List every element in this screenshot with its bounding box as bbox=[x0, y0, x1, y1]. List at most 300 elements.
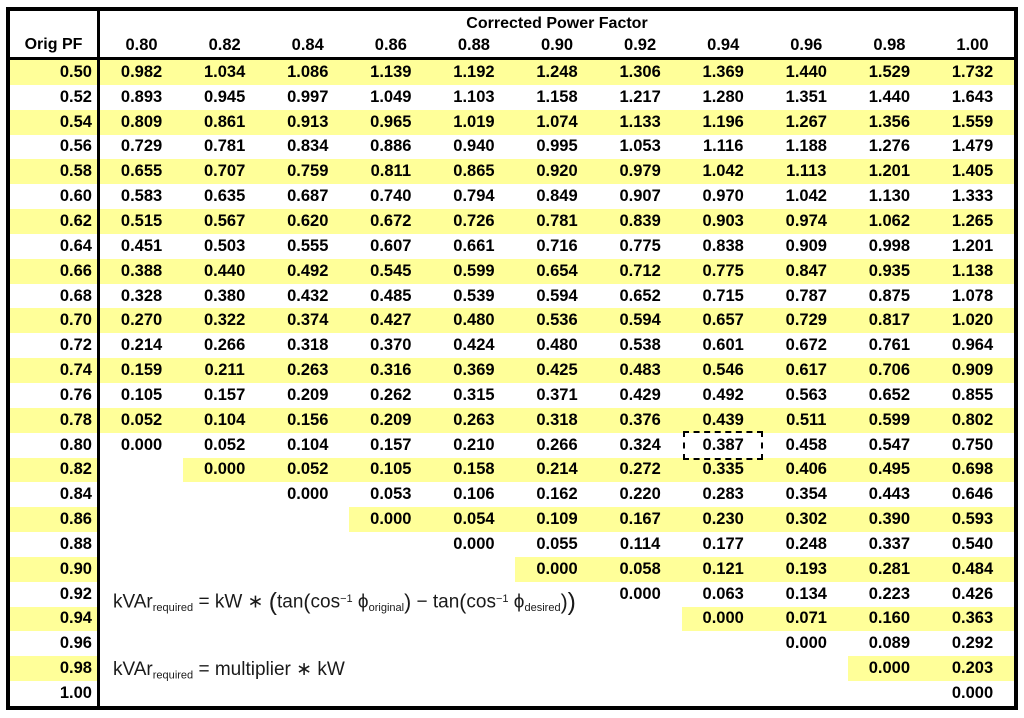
table-cell-0.96-0.92[interactable] bbox=[599, 631, 682, 656]
table-cell-0.80-0.90[interactable]: 0.266 bbox=[536, 435, 578, 454]
table-cell-0.98-0.94[interactable] bbox=[682, 656, 765, 681]
table-cell-0.72-0.82[interactable]: 0.266 bbox=[203, 336, 246, 355]
table-cell-0.96-0.80[interactable] bbox=[100, 631, 183, 656]
table-cell-0.84-0.94[interactable]: 0.283 bbox=[702, 485, 744, 504]
table-cell-0.84-0.84[interactable]: 0.000 bbox=[287, 485, 329, 504]
table-cell-0.60-1.00[interactable]: 1.333 bbox=[951, 187, 994, 206]
table-cell-0.90-0.88[interactable] bbox=[432, 557, 515, 582]
table-cell-0.50-0.92[interactable]: 1.306 bbox=[599, 60, 682, 85]
table-cell-0.72-0.96[interactable]: 0.672 bbox=[785, 336, 827, 355]
table-cell-0.74-0.86[interactable]: 0.316 bbox=[349, 358, 432, 383]
table-cell-0.84-0.98[interactable]: 0.443 bbox=[868, 485, 911, 504]
row-cells bbox=[100, 135, 1014, 160]
table-cell-1.00-0.80[interactable] bbox=[100, 681, 183, 706]
table-cell-0.88-1.00[interactable]: 0.540 bbox=[951, 534, 994, 553]
table-cell-0.68-0.98[interactable]: 0.875 bbox=[868, 286, 911, 305]
table-cell-0.50-0.94[interactable]: 1.369 bbox=[682, 60, 765, 85]
table-cell-0.90-0.82[interactable] bbox=[183, 557, 266, 582]
table-cell-0.68-0.88[interactable]: 0.539 bbox=[453, 286, 495, 305]
table-cell-0.80-0.94[interactable]: 0.387 bbox=[682, 433, 765, 458]
table-cell-0.68-0.80[interactable]: 0.328 bbox=[120, 286, 163, 305]
table-cell-1.00-0.94[interactable] bbox=[682, 681, 765, 706]
table-cell-0.60-0.86[interactable]: 0.740 bbox=[370, 187, 412, 206]
table-cell-0.50-0.90[interactable]: 1.248 bbox=[515, 60, 598, 85]
table-cell-1.00-0.82[interactable] bbox=[183, 681, 266, 706]
table-cell-0.96-0.90[interactable] bbox=[515, 631, 598, 656]
table-cell-0.70-0.88[interactable]: 0.480 bbox=[432, 308, 515, 333]
table-cell-0.50-0.82[interactable]: 1.034 bbox=[183, 60, 266, 85]
table-cell-0.80-1.00[interactable]: 0.750 bbox=[951, 435, 994, 454]
table-row-0.56 bbox=[10, 135, 1014, 160]
table-cell-0.54-0.92[interactable]: 1.133 bbox=[599, 110, 682, 135]
table-cell-0.70-0.84[interactable]: 0.374 bbox=[266, 308, 349, 333]
table-cell-0.82-0.94[interactable]: 0.335 bbox=[682, 458, 765, 483]
table-cell-0.90-0.80[interactable] bbox=[100, 557, 183, 582]
table-cell-0.90-0.98[interactable]: 0.281 bbox=[848, 557, 931, 582]
table-cell-0.78-0.82[interactable]: 0.104 bbox=[183, 408, 266, 433]
table-cell-0.70-0.80[interactable]: 0.270 bbox=[100, 308, 183, 333]
table-cell-0.50-0.98[interactable]: 1.529 bbox=[848, 60, 931, 85]
table-cell-0.60-0.92[interactable]: 0.907 bbox=[619, 187, 661, 206]
table-cell-0.84-0.88[interactable]: 0.106 bbox=[453, 485, 495, 504]
table-row-0.76 bbox=[10, 383, 1014, 408]
table-cell-0.78-0.90[interactable]: 0.318 bbox=[515, 408, 598, 433]
table-cell-0.60-0.88[interactable]: 0.794 bbox=[453, 187, 495, 206]
table-cell-0.76-0.96[interactable]: 0.563 bbox=[785, 385, 827, 404]
row-label-0.52: 0.52 bbox=[59, 87, 92, 106]
table-cell-0.98-0.98[interactable]: 0.000 bbox=[848, 656, 931, 681]
table-cell-0.56-0.82[interactable]: 0.781 bbox=[203, 137, 246, 156]
table-cell-1.00-0.98[interactable] bbox=[848, 681, 931, 706]
table-cell-0.52-0.84[interactable]: 0.997 bbox=[287, 87, 329, 106]
table-cell-0.76-0.80[interactable]: 0.105 bbox=[120, 385, 163, 404]
table-cell-0.50-0.84[interactable]: 1.086 bbox=[266, 60, 349, 85]
table-cell-0.64-0.94[interactable]: 0.838 bbox=[702, 236, 744, 255]
table-cell-0.92-1.00[interactable]: 0.426 bbox=[951, 584, 994, 603]
table-cell-0.80-0.80[interactable]: 0.000 bbox=[120, 435, 163, 454]
table-cell-0.54-0.86[interactable]: 0.965 bbox=[349, 110, 432, 135]
table-cell-0.60-0.96[interactable]: 1.042 bbox=[785, 187, 827, 206]
table-cell-0.58-0.80[interactable]: 0.655 bbox=[100, 159, 183, 184]
table-cell-0.52-1.00[interactable]: 1.643 bbox=[951, 87, 994, 106]
table-cell-0.76-0.86[interactable]: 0.262 bbox=[370, 385, 412, 404]
table-cell-0.76-0.98[interactable]: 0.652 bbox=[868, 385, 911, 404]
table-cell-0.88-0.88[interactable]: 0.000 bbox=[453, 534, 495, 553]
table-cell-0.66-0.86[interactable]: 0.545 bbox=[349, 259, 432, 284]
table-cell-0.80-0.82[interactable]: 0.052 bbox=[203, 435, 246, 454]
table-cell-0.78-1.00[interactable]: 0.802 bbox=[931, 408, 1014, 433]
table-cell-0.88-0.94[interactable]: 0.177 bbox=[702, 534, 744, 553]
table-cell-0.78-0.80[interactable]: 0.052 bbox=[100, 408, 183, 433]
table-cell-1.00-0.90[interactable] bbox=[515, 681, 598, 706]
formula-segment: ) bbox=[567, 589, 576, 616]
table-cell-0.56-0.96[interactable]: 1.188 bbox=[785, 137, 827, 156]
table-cell-0.70-0.82[interactable]: 0.322 bbox=[183, 308, 266, 333]
table-cell-0.78-0.92[interactable]: 0.376 bbox=[599, 408, 682, 433]
table-cell-0.98-0.96[interactable] bbox=[765, 656, 848, 681]
table-cell-0.84-0.86[interactable]: 0.053 bbox=[370, 485, 412, 504]
formula-segment: − tan bbox=[411, 591, 460, 613]
table-cell-0.58-0.96[interactable]: 1.113 bbox=[765, 159, 848, 184]
table-cell-0.98-0.86[interactable] bbox=[349, 656, 432, 681]
table-cell-0.88-0.86[interactable] bbox=[349, 532, 432, 557]
table-cell-0.74-0.80[interactable]: 0.159 bbox=[100, 358, 183, 383]
table-cell-1.00-0.84[interactable] bbox=[266, 681, 349, 706]
table-cell-0.50-0.80[interactable]: 0.982 bbox=[100, 60, 183, 85]
table-cell-0.80-0.86[interactable]: 0.157 bbox=[370, 435, 412, 454]
table-cell-0.84-0.80[interactable] bbox=[100, 482, 183, 507]
table-cell-0.82-1.00[interactable]: 0.698 bbox=[931, 458, 1014, 483]
table-cell-0.54-0.80[interactable]: 0.809 bbox=[100, 110, 183, 135]
table-cell-0.88-0.90[interactable]: 0.055 bbox=[536, 534, 578, 553]
table-cell-0.76-0.84[interactable]: 0.209 bbox=[287, 385, 329, 404]
table-cell-0.50-0.86[interactable]: 1.139 bbox=[349, 60, 432, 85]
table-cell-0.60-0.82[interactable]: 0.635 bbox=[203, 187, 246, 206]
table-cell-0.58-0.92[interactable]: 0.979 bbox=[599, 159, 682, 184]
table-cell-0.72-0.86[interactable]: 0.370 bbox=[370, 336, 412, 355]
table-cell-0.96-0.98[interactable]: 0.089 bbox=[868, 634, 911, 653]
formula-segment: cos bbox=[310, 591, 341, 613]
table-cell-0.52-0.80[interactable]: 0.893 bbox=[120, 87, 163, 106]
table-cell-0.58-0.90[interactable]: 0.920 bbox=[515, 159, 598, 184]
table-cell-0.62-1.00[interactable]: 1.265 bbox=[931, 209, 1014, 234]
row-label-0.50: 0.50 bbox=[10, 60, 97, 85]
table-cell-0.96-0.86[interactable] bbox=[349, 631, 432, 656]
table-cell-0.56-0.86[interactable]: 0.886 bbox=[370, 137, 412, 156]
table-cell-0.98-1.00[interactable]: 0.203 bbox=[931, 656, 1014, 681]
table-cell-0.94-0.96[interactable]: 0.071 bbox=[765, 607, 848, 632]
table-cell-0.76-0.82[interactable]: 0.157 bbox=[203, 385, 246, 404]
table-cell-0.62-0.94[interactable]: 0.903 bbox=[682, 209, 765, 234]
table-cell-0.86-0.90[interactable]: 0.109 bbox=[515, 507, 598, 532]
table-cell-0.56-1.00[interactable]: 1.479 bbox=[951, 137, 994, 156]
table-cell-0.98-0.92[interactable] bbox=[599, 656, 682, 681]
row-label-0.92: 0.92 bbox=[59, 584, 92, 603]
table-cell-0.84-0.96[interactable]: 0.354 bbox=[785, 485, 827, 504]
table-cell-0.60-0.80[interactable]: 0.583 bbox=[120, 187, 163, 206]
table-cell-0.58-0.84[interactable]: 0.759 bbox=[266, 159, 349, 184]
table-cell-0.74-0.92[interactable]: 0.483 bbox=[599, 358, 682, 383]
table-cell-0.94-1.00[interactable]: 0.363 bbox=[931, 607, 1014, 632]
table-cell-0.58-0.82[interactable]: 0.707 bbox=[183, 159, 266, 184]
table-cell-0.58-0.98[interactable]: 1.201 bbox=[848, 159, 931, 184]
table-cell-0.62-0.82[interactable]: 0.567 bbox=[183, 209, 266, 234]
table-cell-0.96-1.00[interactable]: 0.292 bbox=[951, 634, 994, 653]
table-cell-0.60-0.94[interactable]: 0.970 bbox=[702, 187, 744, 206]
table-cell-0.72-0.88[interactable]: 0.424 bbox=[453, 336, 495, 355]
table-cell-0.90-0.94[interactable]: 0.121 bbox=[682, 557, 765, 582]
table-cell-0.66-0.94[interactable]: 0.775 bbox=[682, 259, 765, 284]
table-cell-0.64-1.00[interactable]: 1.201 bbox=[951, 236, 994, 255]
table-cell-0.94-0.92[interactable] bbox=[599, 607, 682, 632]
table-cell-1.00-0.88[interactable] bbox=[432, 681, 515, 706]
table-cell-0.56-0.92[interactable]: 1.053 bbox=[619, 137, 661, 156]
table-cell-0.88-0.96[interactable]: 0.248 bbox=[785, 534, 827, 553]
table-cell-0.52-0.94[interactable]: 1.280 bbox=[702, 87, 744, 106]
table-cell-0.60-0.90[interactable]: 0.849 bbox=[536, 187, 578, 206]
table-cell-0.58-0.94[interactable]: 1.042 bbox=[682, 159, 765, 184]
table-row-0.74 bbox=[10, 358, 1014, 383]
table-cell-0.68-1.00[interactable]: 1.078 bbox=[951, 286, 994, 305]
table-cell-0.88-0.92[interactable]: 0.114 bbox=[619, 534, 661, 553]
table-cell-0.82-0.80[interactable] bbox=[100, 458, 183, 483]
table-cell-0.86-0.88[interactable]: 0.054 bbox=[432, 507, 515, 532]
table-cell-0.96-0.84[interactable] bbox=[266, 631, 349, 656]
table-cell-0.86-0.84[interactable] bbox=[266, 507, 349, 532]
table-cell-0.98-0.90[interactable] bbox=[515, 656, 598, 681]
table-cell-0.72-0.92[interactable]: 0.538 bbox=[619, 336, 661, 355]
table-cell-0.84-1.00[interactable]: 0.646 bbox=[951, 485, 994, 504]
table-cell-0.60-0.98[interactable]: 1.130 bbox=[868, 187, 911, 206]
table-cell-0.90-0.86[interactable] bbox=[349, 557, 432, 582]
table-cell-0.86-1.00[interactable]: 0.593 bbox=[931, 507, 1014, 532]
formula-segment: desired bbox=[524, 602, 561, 615]
table-cell-0.82-0.96[interactable]: 0.406 bbox=[765, 458, 848, 483]
table-cell-0.92-0.92[interactable]: 0.000 bbox=[619, 584, 661, 603]
table-cell-0.66-0.84[interactable]: 0.492 bbox=[266, 259, 349, 284]
table-cell-0.66-0.88[interactable]: 0.599 bbox=[432, 259, 515, 284]
table-cell-0.90-0.90[interactable]: 0.000 bbox=[515, 557, 598, 582]
table-cell-0.92-0.94[interactable]: 0.063 bbox=[702, 584, 744, 603]
table-cell-0.92-0.98[interactable]: 0.223 bbox=[868, 584, 911, 603]
formula-segment: ) bbox=[404, 589, 412, 614]
row-cells bbox=[100, 85, 1014, 110]
table-row-0.50 bbox=[10, 60, 1014, 85]
table-cell-1.00-0.96[interactable] bbox=[765, 681, 848, 706]
table-cell-0.88-0.98[interactable]: 0.337 bbox=[868, 534, 911, 553]
table-cell-0.88-0.80[interactable] bbox=[100, 532, 183, 557]
table-cell-0.70-0.92[interactable]: 0.594 bbox=[599, 308, 682, 333]
table-cell-0.62-0.96[interactable]: 0.974 bbox=[765, 209, 848, 234]
table-cell-0.74-0.94[interactable]: 0.546 bbox=[682, 358, 765, 383]
formula-segment: ( bbox=[303, 589, 311, 614]
table-cell-0.74-0.98[interactable]: 0.706 bbox=[848, 358, 931, 383]
table-cell-0.56-0.98[interactable]: 1.276 bbox=[868, 137, 911, 156]
table-cell-0.74-0.96[interactable]: 0.617 bbox=[765, 358, 848, 383]
table-cell-0.64-0.92[interactable]: 0.775 bbox=[619, 236, 661, 255]
table-cell-0.52-0.82[interactable]: 0.945 bbox=[203, 87, 246, 106]
table-cell-0.64-0.80[interactable]: 0.451 bbox=[120, 236, 163, 255]
table-cell-0.56-0.84[interactable]: 0.834 bbox=[287, 137, 329, 156]
table-cell-0.56-0.90[interactable]: 0.995 bbox=[536, 137, 578, 156]
table-cell-0.64-0.84[interactable]: 0.555 bbox=[287, 236, 329, 255]
table-cell-0.64-0.98[interactable]: 0.998 bbox=[868, 236, 911, 255]
table-cell-0.68-0.96[interactable]: 0.787 bbox=[785, 286, 827, 305]
table-cell-0.84-0.82[interactable] bbox=[183, 482, 266, 507]
table-cell-0.62-0.80[interactable]: 0.515 bbox=[100, 209, 183, 234]
table-row-0.90 bbox=[10, 557, 1014, 582]
table-cell-0.68-0.84[interactable]: 0.432 bbox=[287, 286, 329, 305]
table-cell-0.54-0.98[interactable]: 1.356 bbox=[848, 110, 931, 135]
table-cell-0.86-0.80[interactable] bbox=[100, 507, 183, 532]
row-cells bbox=[100, 60, 1014, 85]
table-cell-0.78-0.86[interactable]: 0.209 bbox=[349, 408, 432, 433]
table-cell-0.82-0.84[interactable]: 0.052 bbox=[266, 458, 349, 483]
table-cell-0.76-0.90[interactable]: 0.371 bbox=[536, 385, 578, 404]
power-factor-correction-table bbox=[6, 7, 1018, 710]
table-cell-1.00-0.92[interactable] bbox=[599, 681, 682, 706]
table-cell-0.62-0.98[interactable]: 1.062 bbox=[848, 209, 931, 234]
table-cell-0.82-0.86[interactable]: 0.105 bbox=[349, 458, 432, 483]
table-cell-0.90-0.84[interactable] bbox=[266, 557, 349, 582]
table-cell-0.56-0.88[interactable]: 0.940 bbox=[453, 137, 495, 156]
table-cell-0.70-0.86[interactable]: 0.427 bbox=[349, 308, 432, 333]
table-cell-0.80-0.96[interactable]: 0.458 bbox=[785, 435, 827, 454]
table-cell-0.74-1.00[interactable]: 0.909 bbox=[931, 358, 1014, 383]
row-label-0.68: 0.68 bbox=[59, 286, 92, 305]
table-cell-0.94-0.98[interactable]: 0.160 bbox=[848, 607, 931, 632]
table-cell-0.58-0.88[interactable]: 0.865 bbox=[432, 159, 515, 184]
table-cell-0.52-0.86[interactable]: 1.049 bbox=[370, 87, 412, 106]
table-cell-0.62-0.92[interactable]: 0.839 bbox=[599, 209, 682, 234]
table-cell-0.70-0.98[interactable]: 0.817 bbox=[848, 308, 931, 333]
table-cell-0.76-0.88[interactable]: 0.315 bbox=[453, 385, 495, 404]
table-cell-0.66-1.00[interactable]: 1.138 bbox=[931, 259, 1014, 284]
table-cell-0.60-0.84[interactable]: 0.687 bbox=[287, 187, 329, 206]
table-row-0.64 bbox=[10, 234, 1014, 259]
table-cell-0.50-1.00[interactable]: 1.732 bbox=[931, 60, 1014, 85]
table-cell-0.82-0.82[interactable]: 0.000 bbox=[183, 458, 266, 483]
row-label-0.58: 0.58 bbox=[10, 159, 97, 184]
table-cell-0.80-0.92[interactable]: 0.324 bbox=[619, 435, 661, 454]
table-cell-0.54-0.88[interactable]: 1.019 bbox=[432, 110, 515, 135]
table-cell-0.54-0.84[interactable]: 0.913 bbox=[266, 110, 349, 135]
table-cell-0.68-0.82[interactable]: 0.380 bbox=[203, 286, 246, 305]
table-cell-0.64-0.82[interactable]: 0.503 bbox=[203, 236, 246, 255]
row-cells bbox=[100, 383, 1014, 408]
table-cell-0.86-0.96[interactable]: 0.302 bbox=[765, 507, 848, 532]
table-cell-0.64-0.96[interactable]: 0.909 bbox=[785, 236, 827, 255]
table-cell-0.62-0.86[interactable]: 0.672 bbox=[349, 209, 432, 234]
table-cell-0.66-0.96[interactable]: 0.847 bbox=[765, 259, 848, 284]
table-cell-0.66-0.92[interactable]: 0.712 bbox=[599, 259, 682, 284]
table-cell-0.66-0.90[interactable]: 0.654 bbox=[515, 259, 598, 284]
table-cell-0.88-0.82[interactable] bbox=[183, 532, 266, 557]
table-cell-0.96-0.82[interactable] bbox=[183, 631, 266, 656]
table-cell-0.90-0.96[interactable]: 0.193 bbox=[765, 557, 848, 582]
table-cell-0.82-0.98[interactable]: 0.495 bbox=[848, 458, 931, 483]
table-cell-1.00-0.86[interactable] bbox=[349, 681, 432, 706]
table-cell-0.80-0.84[interactable]: 0.104 bbox=[287, 435, 329, 454]
table-cell-0.80-0.88[interactable]: 0.210 bbox=[453, 435, 495, 454]
table-cell-0.54-0.82[interactable]: 0.861 bbox=[183, 110, 266, 135]
table-cell-0.96-0.96[interactable]: 0.000 bbox=[785, 634, 827, 653]
table-cell-0.72-0.80[interactable]: 0.214 bbox=[120, 336, 163, 355]
table-cell-0.52-0.96[interactable]: 1.351 bbox=[785, 87, 827, 106]
table-cell-0.66-0.98[interactable]: 0.935 bbox=[848, 259, 931, 284]
table-cell-0.92-0.96[interactable]: 0.134 bbox=[785, 584, 827, 603]
table-cell-0.74-0.82[interactable]: 0.211 bbox=[183, 358, 266, 383]
row-label-0.56: 0.56 bbox=[59, 137, 92, 156]
table-cell-0.58-1.00[interactable]: 1.405 bbox=[931, 159, 1014, 184]
table-cell-0.64-0.86[interactable]: 0.607 bbox=[370, 236, 412, 255]
table-cell-0.86-0.82[interactable] bbox=[183, 507, 266, 532]
table-cell-0.72-0.94[interactable]: 0.601 bbox=[702, 336, 744, 355]
table-cell-0.68-0.90[interactable]: 0.594 bbox=[536, 286, 578, 305]
table-cell-0.84-0.90[interactable]: 0.162 bbox=[536, 485, 578, 504]
table-cell-0.78-0.96[interactable]: 0.511 bbox=[765, 408, 848, 433]
table-cell-0.68-0.86[interactable]: 0.485 bbox=[370, 286, 412, 305]
table-cell-0.50-0.96[interactable]: 1.440 bbox=[765, 60, 848, 85]
table-cell-0.56-0.94[interactable]: 1.116 bbox=[703, 137, 744, 156]
table-cell-0.54-0.94[interactable]: 1.196 bbox=[682, 110, 765, 135]
table-cell-0.58-0.86[interactable]: 0.811 bbox=[349, 159, 432, 184]
table-cell-0.70-0.90[interactable]: 0.536 bbox=[515, 308, 598, 333]
table-cell-0.70-1.00[interactable]: 1.020 bbox=[931, 308, 1014, 333]
table-cell-0.70-0.94[interactable]: 0.657 bbox=[682, 308, 765, 333]
table-cell-0.86-0.92[interactable]: 0.167 bbox=[599, 507, 682, 532]
table-cell-0.66-0.80[interactable]: 0.388 bbox=[100, 259, 183, 284]
table-cell-0.66-0.82[interactable]: 0.440 bbox=[183, 259, 266, 284]
table-cell-0.52-0.90[interactable]: 1.158 bbox=[536, 87, 578, 106]
table-cell-0.78-0.98[interactable]: 0.599 bbox=[848, 408, 931, 433]
table-cell-0.88-0.84[interactable] bbox=[266, 532, 349, 557]
table-cell-0.74-0.84[interactable]: 0.263 bbox=[266, 358, 349, 383]
table-cell-0.86-0.86[interactable]: 0.000 bbox=[349, 507, 432, 532]
row-cells bbox=[100, 408, 1014, 433]
table-cell-0.90-1.00[interactable]: 0.484 bbox=[931, 557, 1014, 582]
table-cell-0.52-0.98[interactable]: 1.440 bbox=[868, 87, 911, 106]
table-cell-0.52-0.88[interactable]: 1.103 bbox=[453, 87, 495, 106]
table-cell-0.64-0.88[interactable]: 0.661 bbox=[453, 236, 495, 255]
table-cell-0.54-0.96[interactable]: 1.267 bbox=[765, 110, 848, 135]
table-cell-0.68-0.92[interactable]: 0.652 bbox=[619, 286, 661, 305]
table-cell-0.94-0.94[interactable]: 0.000 bbox=[682, 607, 765, 632]
table-cell-0.74-0.88[interactable]: 0.369 bbox=[432, 358, 515, 383]
table-cell-0.52-0.92[interactable]: 1.217 bbox=[619, 87, 661, 106]
table-cell-0.54-0.90[interactable]: 1.074 bbox=[515, 110, 598, 135]
table-cell-0.72-0.84[interactable]: 0.318 bbox=[287, 336, 329, 355]
table-cell-0.90-0.92[interactable]: 0.058 bbox=[599, 557, 682, 582]
table-cell-0.62-0.90[interactable]: 0.781 bbox=[515, 209, 598, 234]
table-cell-0.82-0.92[interactable]: 0.272 bbox=[599, 458, 682, 483]
table-cell-0.56-0.80[interactable]: 0.729 bbox=[120, 137, 163, 156]
table-cell-0.98-0.88[interactable] bbox=[432, 656, 515, 681]
table-cell-0.76-0.94[interactable]: 0.492 bbox=[702, 385, 744, 404]
table-cell-0.96-0.88[interactable] bbox=[432, 631, 515, 656]
table-cell-0.96-0.94[interactable] bbox=[682, 631, 765, 656]
row-label-0.64: 0.64 bbox=[59, 236, 92, 255]
row-label-0.80: 0.80 bbox=[59, 435, 92, 454]
table-cell-0.74-0.90[interactable]: 0.425 bbox=[515, 358, 598, 383]
table-cell-0.68-0.94[interactable]: 0.715 bbox=[702, 286, 744, 305]
table-cell-0.84-0.92[interactable]: 0.220 bbox=[619, 485, 661, 504]
table-cell-0.62-0.84[interactable]: 0.620 bbox=[266, 209, 349, 234]
column-header-0.96: 0.96 bbox=[790, 36, 823, 54]
table-cell-0.86-0.94[interactable]: 0.230 bbox=[682, 507, 765, 532]
table-cell-0.76-1.00[interactable]: 0.855 bbox=[951, 385, 994, 404]
table-cell-0.78-0.88[interactable]: 0.263 bbox=[432, 408, 515, 433]
table-cell-0.82-0.90[interactable]: 0.214 bbox=[515, 458, 598, 483]
table-cell-0.86-0.98[interactable]: 0.390 bbox=[848, 507, 931, 532]
table-cell-0.78-0.84[interactable]: 0.156 bbox=[266, 408, 349, 433]
table-row-0.54 bbox=[10, 110, 1014, 135]
table-cell-0.72-0.98[interactable]: 0.761 bbox=[868, 336, 911, 355]
row-cells bbox=[100, 532, 1014, 557]
table-cell-0.78-0.94[interactable]: 0.439 bbox=[682, 408, 765, 433]
table-cell-0.76-0.92[interactable]: 0.429 bbox=[619, 385, 661, 404]
table-cell-0.50-0.88[interactable]: 1.192 bbox=[432, 60, 515, 85]
table-cell-0.72-0.90[interactable]: 0.480 bbox=[536, 336, 578, 355]
table-cell-1.00-1.00[interactable]: 0.000 bbox=[951, 684, 994, 703]
table-cell-0.62-0.88[interactable]: 0.726 bbox=[432, 209, 515, 234]
table-cell-0.80-0.98[interactable]: 0.547 bbox=[868, 435, 911, 454]
table-cell-0.64-0.90[interactable]: 0.716 bbox=[536, 236, 578, 255]
table-cell-0.72-1.00[interactable]: 0.964 bbox=[951, 336, 994, 355]
table-cell-0.54-1.00[interactable]: 1.559 bbox=[931, 110, 1014, 135]
table-cell-0.82-0.88[interactable]: 0.158 bbox=[432, 458, 515, 483]
table-cell-0.70-0.96[interactable]: 0.729 bbox=[765, 308, 848, 333]
